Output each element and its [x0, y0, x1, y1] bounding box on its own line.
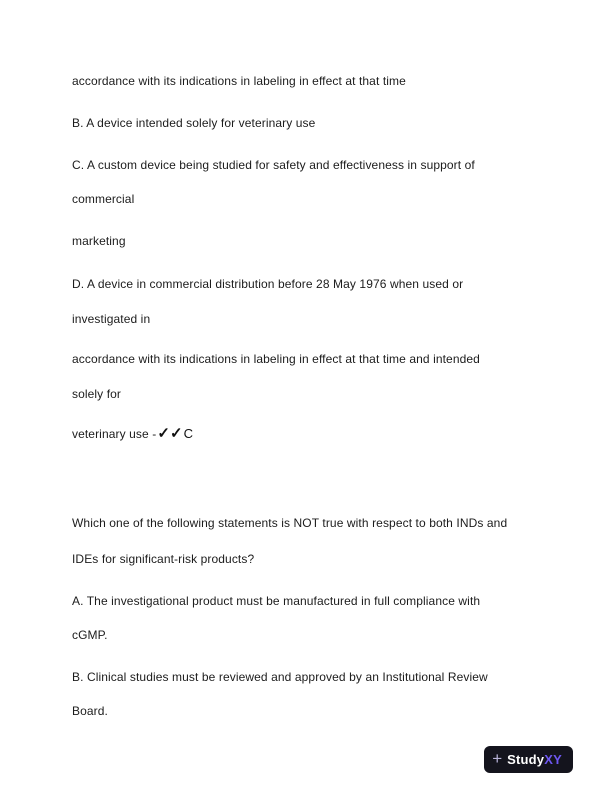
question-line: IDEs for significant-risk products?	[72, 552, 255, 566]
document-line: cGMP.	[72, 628, 108, 642]
document-line: marketing	[72, 234, 126, 248]
brand-name-accent: XY	[544, 752, 562, 767]
document-line-option-a: A. The investigational product must be manufactured in full compliance with	[72, 594, 481, 608]
double-checkmark-icon: ✓✓	[157, 425, 183, 442]
document-line-option-c: C. A custom device being studied for safety and effectiveness in support of	[72, 158, 475, 172]
document-line: investigated in	[72, 312, 151, 326]
document-line-option-b: B. A device intended solely for veterinary use	[72, 116, 316, 130]
document-line: commercial	[72, 192, 135, 206]
brand-name	[507, 752, 562, 767]
answer-line	[72, 426, 193, 442]
question-line: Which one of the following statements is NOT true with respect to both INDs and	[72, 516, 508, 530]
brand-name-primary: Study	[507, 752, 545, 767]
answer-letter: C	[183, 426, 194, 441]
document-line: accordance with its indications in labeling in effect at that time and intended	[72, 352, 480, 366]
document-line: solely for	[72, 387, 122, 401]
document-line: Board.	[72, 704, 108, 718]
answer-prefix: veterinary use -	[72, 427, 157, 441]
studyxy-logo	[484, 746, 573, 773]
document-line: accordance with its indications in labeling in effect at that time	[72, 74, 406, 88]
document-line-option-b2: B. Clinical studies must be reviewed and approved by an Institutional Review	[72, 670, 488, 684]
document-line-option-d: D. A device in commercial distribution before 28 May 1976 when used or	[72, 277, 464, 291]
plus-icon: +	[492, 749, 503, 768]
